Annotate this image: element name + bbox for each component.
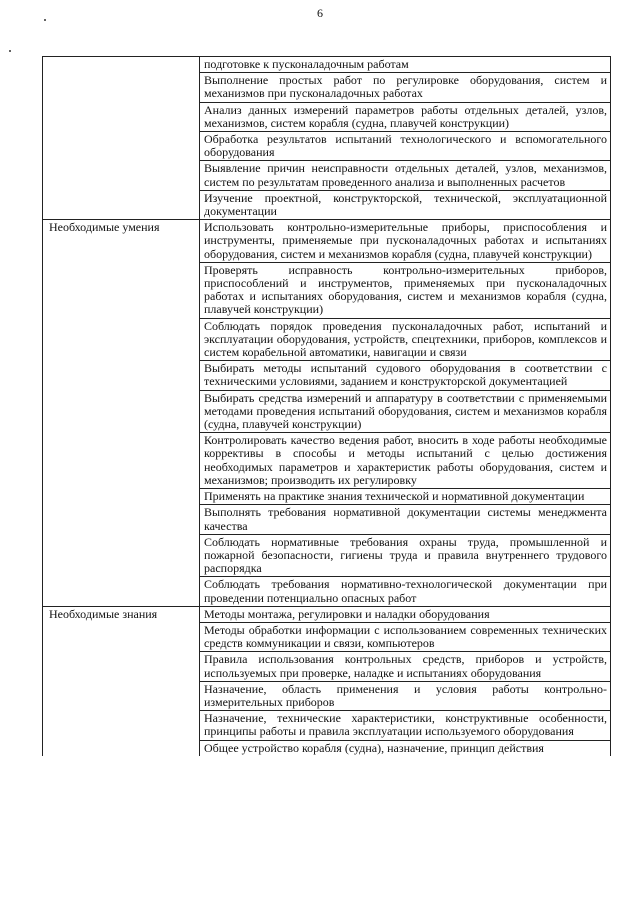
- competency-table: [42, 56, 611, 756]
- scan-speck: [9, 50, 11, 52]
- row-text: Соблюдать требования нормативно-технологической документации при проведении потенциально опасных работ: [200, 577, 611, 606]
- row-text: Методы монтажа, регулировки и наладки оборудования: [200, 606, 611, 622]
- row-text: Применять на практике знания технической и нормативной документации: [200, 489, 611, 505]
- row-text: Выполнять требования нормативной документации системы менеджмента качества: [200, 505, 611, 534]
- row-text: Изучение проектной, конструкторской, технической, эксплуатационной документации: [200, 190, 611, 219]
- row-text: Выявление причин неисправности отдельных деталей, узлов, механизмов, систем по результатам проведенного анализа и выполненных расчетов: [200, 161, 611, 190]
- table-row: [43, 57, 611, 73]
- scan-speck: [44, 19, 46, 21]
- section-label: [43, 57, 200, 220]
- row-text: Выбирать методы испытаний судового оборудования в соответствии с техническими условиями, заданием и конструкторской документацией: [200, 361, 611, 390]
- row-text: подготовке к пусконаладочным работам: [200, 57, 611, 73]
- table-row: [43, 606, 611, 622]
- row-text: Выполнение простых работ по регулировке оборудования, систем и механизмов при пусконаладочных работах: [200, 73, 611, 102]
- row-text: Контролировать качество ведения работ, вносить в ходе работы необходимые коррективы в способы и методы испытаний с целью достижения необходимых параметров и характеристик работы оборудования, систем и механизмов; производить их регулировку: [200, 433, 611, 489]
- row-text: Анализ данных измерений параметров работы отдельных деталей, узлов, механизмов, систем корабля (судна, плавучей конструкции): [200, 102, 611, 131]
- section-label-skills: Необходимые умения: [43, 220, 200, 606]
- page-number: 6: [317, 6, 323, 20]
- row-text: Назначение, технические характеристики, конструктивные особенности, принципы работы и правила эксплуатации используемого оборудования: [200, 711, 611, 740]
- table-row: [43, 220, 611, 263]
- row-text: Назначение, область применения и условия работы контрольно-измерительных приборов: [200, 681, 611, 710]
- row-text: Проверять исправность контрольно-измерительных приборов, приспособлений и инструментов, применяемых при пусконаладочных работах и испытаниях оборудования, систем и механизмов корабля (судна, плавучей конструкции): [200, 262, 611, 318]
- row-text: Общее устройство корабля (судна), назначение, принцип действия: [200, 740, 611, 756]
- row-text: Выбирать средства измерений и аппаратуру в соответствии с применяемыми методами проведения испытаний оборудования, систем и механизмов корабля (судна, плавучей конструкции): [200, 390, 611, 433]
- row-text: Соблюдать порядок проведения пусконаладочных работ, испытаний и эксплуатации оборудования, устройств, спецтехники, приборов, комплексов и систем корабельной автоматики, навигации и связи: [200, 318, 611, 361]
- row-text: Использовать контрольно-измерительные приборы, приспособления и инструменты, применяемые при пусконаладочных работах и испытаниях оборудования, систем и механизмов корабля (судна, плавучей конструкции): [200, 220, 611, 263]
- row-text: Правила использования контрольных средств, приборов и устройств, используемых при проверке, наладке и испытаниях оборудования: [200, 652, 611, 681]
- row-text: Методы обработки информации с использованием современных технических средств коммуникации и связи, компьютеров: [200, 622, 611, 651]
- row-text: Соблюдать нормативные требования охраны труда, промышленной и пожарной безопасности, гигиены труда и правила внутреннего трудового распорядка: [200, 534, 611, 577]
- section-label-knowledge: Необходимые знания: [43, 606, 200, 756]
- row-text: Обработка результатов испытаний технологического и вспомогательного оборудования: [200, 132, 611, 161]
